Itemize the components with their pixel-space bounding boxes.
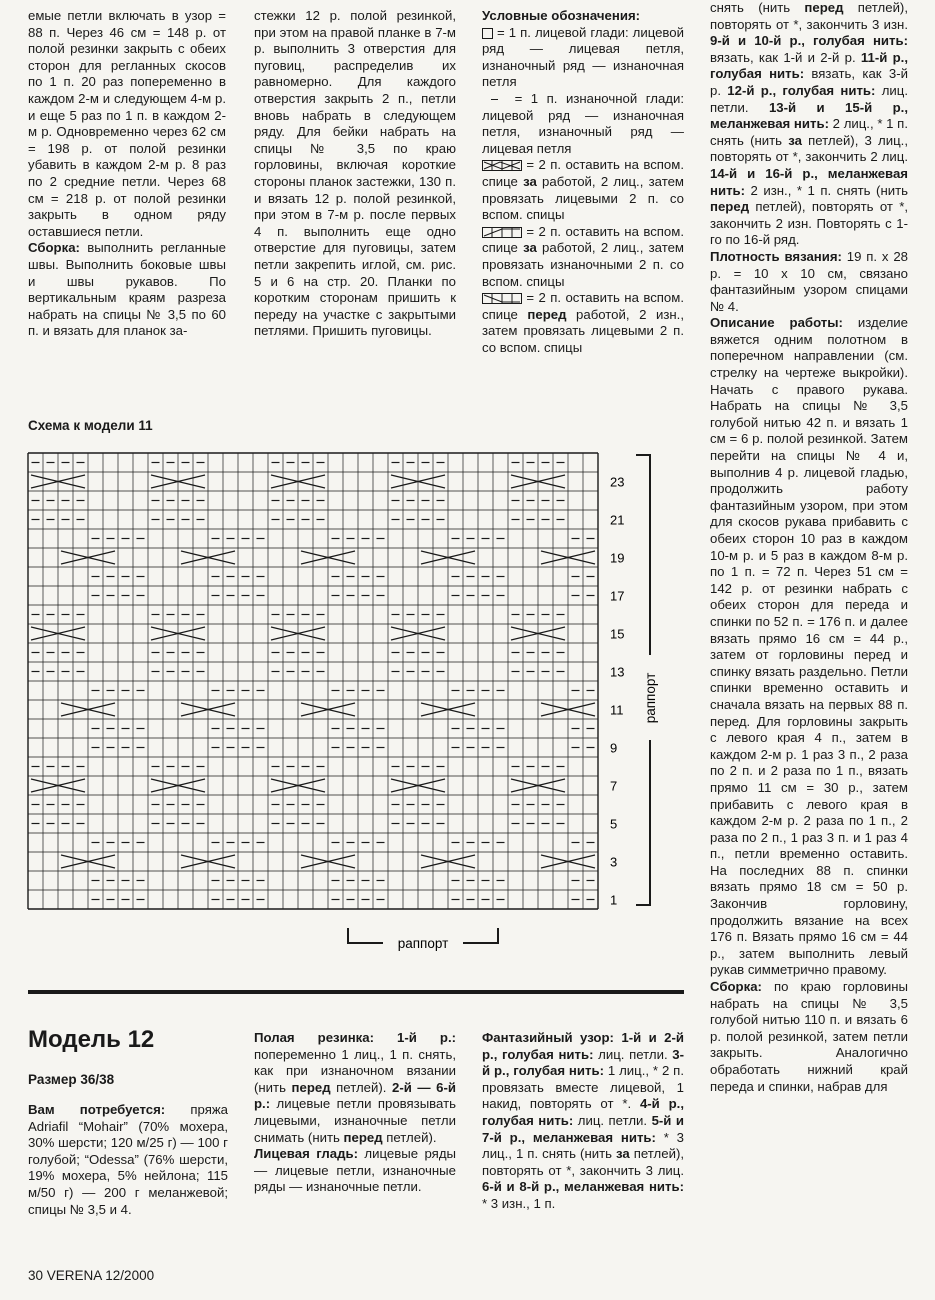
legend-item: = 2 п. оставить на вспом. спице за работой, 2 лиц., затем провязать изнаночными 2 п. со вспом. спицы — [482, 223, 684, 289]
paragraph: емые петли включать в узор = 88 п. Через 46 см = 148 р. от полой резинки закрыть с обеих сторон для регланных скосов по 1 п. 20 раз попеременно в каждом 2-м и следующем 4-м р. и еще 5 раз по 1 п. в каждом 2-м р. Одновременно через 62 см = 198 р. от полой резинки убавить в каждом 2-м р. 8 раз по 2 средние петли. Через 68 см = 218 р. от полой резинки закрыть в одном ряду оставшиеся петли. — [28, 8, 226, 239]
row-number: 17 — [610, 588, 625, 604]
schema-title: Схема к модели 11 — [28, 418, 153, 433]
row-number: 1 — [610, 892, 618, 908]
legend-item: = 2 п. оставить на вспом. спице за работой, 2 лиц., затем провязать лицевыми 2 п. со вспом. спицы — [482, 157, 684, 223]
page-footer: 30 VERENA 12/2000 — [28, 1268, 155, 1283]
paragraph: Полая резинка: 1-й р.: попеременно 1 лиц., 1 п. снять, как при изнаночном вязании (нить перед петлей). 2-й — 6-й р.: лицевые петли провязывать лицевыми, изнаночные петли снимать (нить перед петлей). — [254, 1030, 456, 1145]
legend-item: = 1 п. лицевой глади: лицевой ряд — лицевая петля, изнаночный ряд — изнаночная петля — [482, 24, 684, 90]
row-number: 7 — [610, 778, 618, 794]
paragraph: Сборка: по краю горловины набрать на спицы № 3,5 голубой нитью 110 п. и вязать 6 р. полой резинкой, затем петли закрыть. Аналогично обработать нижний край переда и спинки, набрав для — [710, 979, 908, 1094]
row-number: 13 — [610, 664, 625, 680]
repeat-label-vertical: раппорт — [643, 672, 658, 724]
paragraph: снять (нить перед петлей), повторять от *, закончить 3 изн. 9-й и 10-й р., голубая нить: вязать, как 1-й и 2-й р. 11-й р., голубая нить: вязать, как 3-й р. 12-й р., голубая нить: лиц. петли. 13-й и 15-й р., меланжевая нить: 2 лиц., * 1 п. снять (нить за петлей), 3 лиц., повторять от *, закончить 2 лиц. 14-й и 16-й р., меланжевая нить: 2 изн., * 1 п. снять (нить перед петлей), повторять от *, закончить 2 изн. Повторять с 1-го по 16-й ряд. — [710, 0, 908, 248]
paragraph: Фантазийный узор: 1-й и 2-й р., голубая нить: лиц. петли. 3-й р., голубая нить: 1 лиц., * 2 п. провязать вместе лицевой, 1 накид, повторять от *. 4-й р., голубая нить: лиц. петли. 5-й и 7-й р., меланжевая нить: * 3 лиц., 1 п. снять (нить за петлей), повторять от *, закончить 3 лиц. 6-й и 8-й р., меланжевая нить: * 3 изн., 1 п. — [482, 1030, 685, 1211]
paragraph: Описание работы: изделие вяжется одним полотном в поперечном направлении (см. стрелку на чертеже выкройки). Начать с правого рукава. Набрать на спицы № 3,5 голубой нитью 42 п. и вязать 1 см = 6 р. полой резинкой. Затем перейти на спицы № 4 и, выполнив 4 р. лицевой гладью, продолжить работу фантазийным узором, при этом для скосов рукава прибавить с обеих сторон 10 раз в каждом 10-м р. и 5 раз в каждом 8-м р. по 1 п. = 72 п. Через 51 см = 142 р. от резинки набрать с обеих сторон для переда и спинки по 52 п. = 176 п. и далее вязать прямо 16 см = 44 р., затем от горловины перед и спинку вязать раздельно. Петли спинки временно оставить и сначала вязать на первых 88 п. перед. Для горловины закрыть с левого края 4 п., затем в каждом 2-м р. 1 раз 3 п., 2 раза по 2 п. и 2 раза по 1 п., вязать прямо 11 см = 30 р., затем прибавить с левого края в каждом 2-м р. 2 раза по 1 п., 2 раза по 2 п., 1 раз 3 п. и 1 раз 4 п., петли временно оставить. На последних 88 п. спинки вязать прямо 18 см = 50 р. Закончив горловину, продолжить вязание на всех 176 п. Вязать прямо 16 см = 44 р., затем выполнить левый рукав симметрично правому. — [710, 315, 908, 978]
pattern-column — [482, 1030, 684, 1213]
row-number: 19 — [610, 550, 625, 566]
model-title: Модель 12 — [28, 1026, 155, 1053]
row-number: 5 — [610, 816, 618, 832]
materials-column — [28, 1102, 228, 1218]
row-number: 23 — [610, 474, 625, 490]
paragraph: Плотность вязания: 19 п. х 28 р. = 10 х 10 см, связано фантазийным узором спицами № 4. — [710, 248, 908, 314]
model-size: Размер 36/38 — [28, 1072, 115, 1087]
row-number: 3 — [610, 854, 618, 870]
paragraph: стежки 12 р. полой резинкой, при этом на правой планке в 7-м р. выполнить 3 отверстия для пуговиц, распределив их равномерно. Для каждого отверстия закрыть 2 п., петли вновь набрать в следующем ряду. Для бейки набрать на спицы № 3,5 по краю горловины, включая короткие стороны планок застежки, 130 п. и вязать 12 р. полой резинкой, при этом в 7-м р. после первых 4 п. выполнить еще одно отверстие для пуговицы, затем петли закрепить иглой, см. рис. 5 и 6 на стр. 20. Планки по коротким сторонам пришить к переду на участке с закрытыми петлями. Пришить пуговицы. — [254, 8, 456, 339]
technique-column — [254, 1030, 456, 1196]
row-number: 9 — [610, 740, 618, 756]
paragraph: Вам потребуется: пряжа Adriafil “Mohair” (70% мохера, 30% шерсти; 120 м/25 г) — 100 г голубой; “Odessa” (76% шерсти, 19% мохера, 5% нейлона; 115 м/50 г) — 200 г меланжевой; спицы № 3,5 и 4. — [28, 1102, 228, 1217]
row-number: 11 — [610, 702, 624, 718]
row-number: 15 — [610, 626, 625, 642]
repeat-label-horizontal: раппорт — [397, 936, 449, 951]
row-number: 21 — [610, 512, 625, 528]
paragraph: Сборка: выполнить регланные швы. Выполнить боковые швы и швы рукавов. По вертикальным краям разреза набрать на спицы № 3,5 по 60 п. и вязать для планок за- — [28, 240, 226, 339]
paragraph: Лицевая гладь: лицевые ряды — лицевые петли, изнаночные ряды — изнаночные петли. — [254, 1146, 456, 1195]
legend-item: = 2 п. оставить на вспом. спице перед работой, 2 изн., затем провязать лицевыми 2 п. со вспом. спицы — [482, 290, 685, 355]
chart-grid — [28, 453, 598, 909]
row-numbers — [610, 475, 624, 908]
legend-item: = 1 п. изнаночной глади: лицевой ряд — изнаночная петля, изнаночный ряд — лицевая петля — [482, 90, 684, 156]
section-divider — [28, 990, 684, 994]
legend-title: Условные обозначения: — [482, 8, 641, 23]
